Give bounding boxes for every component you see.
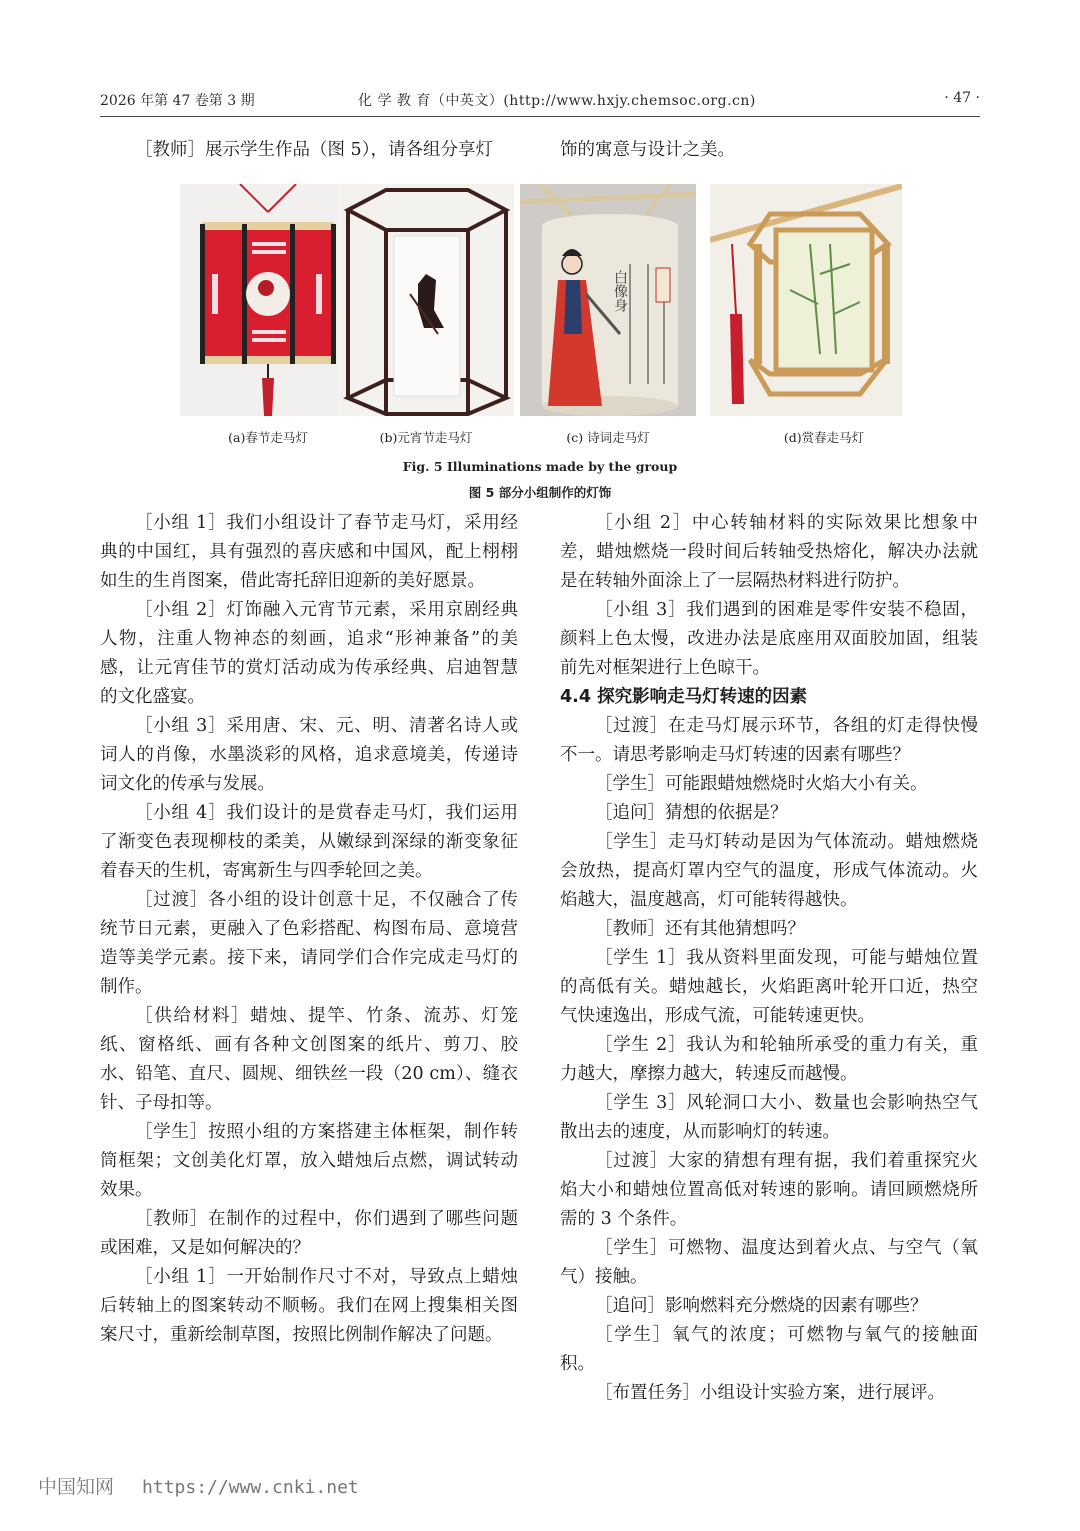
caption-c: (c) 诗词走马灯: [566, 430, 650, 445]
paragraph: ［供给材料］蜡烛、提竿、竹条、流苏、灯笼纸、窗格纸、画有各种文创图案的纸片、剪刀、胶水、铅笔、直尺、圆规、细铁丝一段（20 cm）、缝衣针、子母扣等。: [100, 1006, 518, 1113]
paragraph: ［小组 1］我们小组设计了春节走马灯，采用经典的中国红，具有强烈的喜庆感和中国风，配上栩栩如生的生肖图案，借此寄托辞旧迎新的美好愿景。: [100, 513, 518, 591]
paragraph: ［学生］走马灯转动是因为气体流动。蜡烛燃烧会放热，提高灯罩内空气的温度，形成气体流动。火焰越大，温度越高，灯可能转得越快。: [560, 832, 978, 910]
paragraph: ［布置任务］小组设计实验方案，进行展评。: [595, 1383, 945, 1403]
body-column-left: [100, 509, 518, 1350]
caption-d: (d)赏春走马灯: [783, 430, 865, 445]
watermark-brand: 中国知网: [38, 1476, 115, 1498]
body-column-right: [560, 509, 978, 1408]
section-heading: 4.4 探究影响走马灯转速的因素: [560, 687, 808, 707]
paragraph: ［教师］还有其他猜想吗？: [595, 919, 805, 939]
journal-title: 化 学 教 育（中英文）(http://www.hxjy.chemsoc.org.cn): [358, 93, 756, 109]
paragraph: ［小组 3］我们遇到的困难是零件安装不稳固，颜料上色太慢，改进办法是底座用双面胶加固，组装前先对框架进行上色晾干。: [560, 600, 978, 678]
figure-d: [736, 184, 912, 446]
paragraph: ［追问］影响燃料充分燃烧的因素有哪些？: [595, 1296, 928, 1316]
paragraph: ［学生 2］我认为和轮轴所承受的重力有关，重力越大，摩擦力越大，转速反而越慢。: [560, 1035, 978, 1084]
lantern-c-inscription: 白像身: [612, 270, 628, 312]
paragraph: ［过渡］各小组的设计创意十足，不仅融合了传统节日元素，更融入了色彩搭配、构图布局、意境营造等美学元素。接下来，请同学们合作完成走马灯的制作。: [100, 890, 518, 997]
paragraph: ［小组 1］一开始制作尺寸不对，导致点上蜡烛后转轴上的图案转动不顺畅。我们在网上搜集相关图案尺寸，重新绘制草图，按照比例制作解决了问题。: [100, 1267, 518, 1345]
intro-left: [100, 136, 518, 165]
figure-title-zh: 图 5 部分小组制作的灯饰: [468, 485, 612, 500]
caption-b: (b)元宵节走马灯: [379, 430, 473, 445]
figure-title-en: Fig. 5 Illuminations made by the group: [402, 459, 678, 474]
paragraph: ［过渡］在走马灯展示环节，各组的灯走得快慢不一。请思考影响走马灯转速的因素有哪些？: [560, 716, 978, 765]
paragraph: ［学生］氧气的浓度；可燃物与氧气的接触面积。: [560, 1325, 978, 1374]
watermark-footer: [38, 1472, 359, 1499]
figure-b: [338, 184, 514, 446]
paragraph: ［学生］按照小组的方案搭建主体框架，制作转筒框架；文创美化灯罩，放入蜡烛后点燃，调试转动效果。: [100, 1122, 518, 1200]
lantern-a-photo: [180, 184, 356, 416]
watermark-url[interactable]: https://www.cnki.net: [142, 1477, 359, 1498]
header-rule: [100, 116, 980, 117]
figure-a: [180, 184, 356, 446]
lantern-b-photo: [338, 184, 514, 416]
paragraph: 饰的寓意与设计之美。: [560, 140, 735, 160]
figure-5: [180, 184, 928, 444]
paragraph: ［学生 3］风轮洞口大小、数量也会影响热空气散出去的速度，从而影响灯的转速。: [560, 1093, 978, 1142]
issue-info: 2026 年第 47 卷第 3 期: [100, 93, 255, 109]
paragraph: ［小组 3］采用唐、宋、元、明、清著名诗人或词人的肖像，水墨淡彩的风格，追求意境美，传递诗词文化的传承与发展。: [100, 716, 518, 794]
paragraph: ［学生 1］我从资料里面发现，可能与蜡烛位置的高低有关。蜡烛越长，火焰距离叶轮开口近，热空气快速逸出，形成气流，可能转速更快。: [560, 948, 978, 1026]
page-number: · 47 ·: [944, 90, 980, 106]
paragraph: ［教师］在制作的过程中，你们遇到了哪些问题或困难，又是如何解决的？: [100, 1209, 518, 1258]
paragraph: ［过渡］大家的猜想有理有据，我们着重探究火焰大小和蜡烛位置高低对转速的影响。请回顾燃烧所需的 3 个条件。: [560, 1151, 978, 1229]
paragraph: ［小组 2］中心转轴材料的实际效果比想象中差，蜡烛燃烧一段时间后转轴受热熔化，解决办法就是在转轴外面涂上了一层隔热材料进行防护。: [560, 513, 978, 591]
caption-a: (a)春节走马灯: [228, 430, 308, 445]
lantern-d-photo: [710, 184, 902, 416]
paragraph: ［学生］可燃物、温度达到着火点、与空气（氧气）接触。: [560, 1238, 978, 1287]
figure-c: [520, 184, 696, 446]
lantern-c-photo: [520, 184, 696, 416]
paragraph: ［教师］展示学生作品（图 5），请各组分享灯: [135, 140, 493, 160]
intro-right: [560, 136, 978, 165]
paragraph: ［小组 4］我们设计的是赏春走马灯，我们运用了渐变色表现柳枝的柔美，从嫩绿到深绿的渐变象征着春天的生机，寄寓新生与四季轮回之美。: [100, 803, 518, 881]
paragraph: ［小组 2］灯饰融入元宵节元素，采用京剧经典人物，注重人物神态的刻画，追求“形神兼备”的美感，让元宵佳节的赏灯活动成为传承经典、启迪智慧的文化盛宴。: [100, 600, 518, 707]
running-header: [100, 88, 980, 114]
paragraph: ［学生］可能跟蜡烛燃烧时火焰大小有关。: [595, 774, 928, 794]
paragraph: ［追问］猜想的依据是？: [595, 803, 788, 823]
